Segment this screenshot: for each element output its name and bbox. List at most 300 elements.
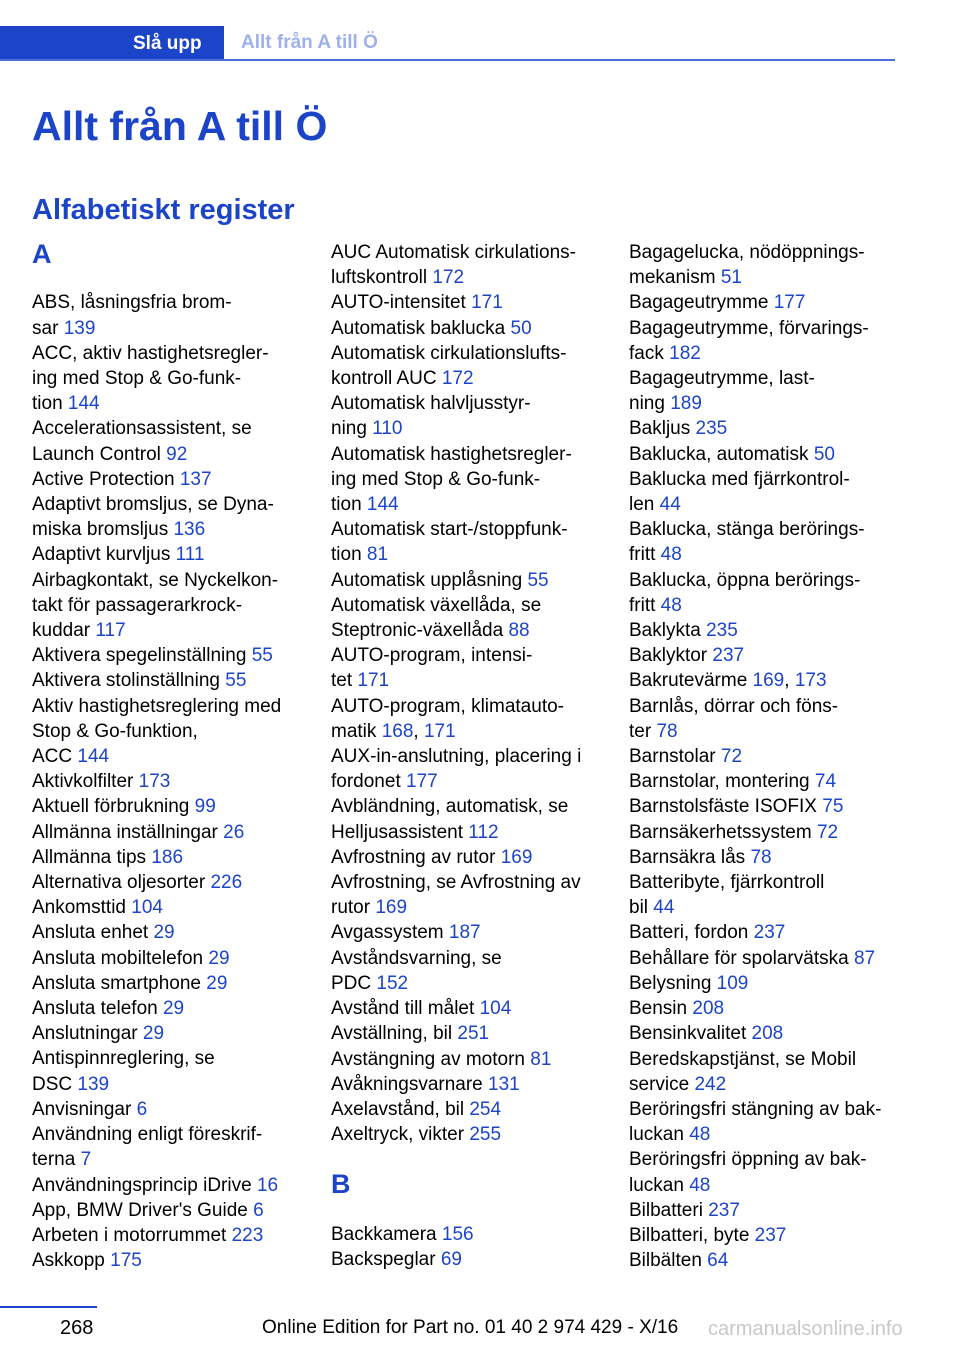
index-entry-text: Automatisk hastighetsregler- xyxy=(331,443,572,465)
index-entry xyxy=(629,442,899,467)
edition-text: Online Edition for Part no. 01 40 2 974 429 - X/16 xyxy=(262,1317,679,1338)
index-entry-text: Automatisk baklucka xyxy=(331,317,511,339)
index-entry-text: Baklucka, stänga berörings- xyxy=(629,519,865,541)
page-link[interactable]: 29 xyxy=(162,998,185,1020)
index-entry xyxy=(331,568,601,593)
page-link[interactable]: 173 xyxy=(794,670,827,692)
page-link[interactable]: 72 xyxy=(816,821,839,843)
index-entry-text: Aktiv hastighetsreglering med xyxy=(32,695,282,717)
index-entry xyxy=(331,1047,601,1072)
index-entry xyxy=(32,1223,302,1248)
page-link[interactable]: 50 xyxy=(813,443,835,465)
index-entry xyxy=(331,1021,601,1046)
index-entry-text: Automatisk start-/stoppfunk- xyxy=(331,519,568,541)
page-link[interactable]: 235 xyxy=(706,620,738,642)
page-link[interactable]: 48 xyxy=(660,594,682,616)
page-link[interactable]: 255 xyxy=(469,1124,502,1146)
index-entry-text: Ansluta mobiltelefon xyxy=(32,947,209,969)
index-entry-text: Avställning, bil xyxy=(331,1023,458,1045)
index-entry xyxy=(32,290,302,340)
page-link[interactable]: 29 xyxy=(142,1023,165,1045)
index-entry xyxy=(32,467,302,492)
index-entry xyxy=(629,240,899,290)
index-entry-text: bil xyxy=(629,897,654,919)
index-column-3 xyxy=(629,240,899,1273)
page-link[interactable]: 139 xyxy=(63,317,96,339)
index-entry-text: AUX-in-anslutning, placering i xyxy=(331,746,582,768)
page-link[interactable]: 237 xyxy=(708,1199,740,1221)
index-entry-text: Användningsprincip iDrive xyxy=(32,1174,257,1196)
tab-sla-upp[interactable]: Slå upp xyxy=(0,26,224,61)
index-entry xyxy=(629,290,899,315)
index-entry xyxy=(331,1097,601,1122)
index-entry-text: Beredskapstjänst, se Mobil xyxy=(629,1048,857,1070)
index-entry xyxy=(629,744,899,769)
page-link[interactable]: 237 xyxy=(753,922,786,944)
index-entry xyxy=(32,794,302,819)
index-entry-text: Bagageutrymme, förvarings- xyxy=(629,317,869,339)
index-entry-text: tet xyxy=(331,670,358,692)
index-entry xyxy=(32,492,302,542)
index-entry xyxy=(629,794,899,819)
index-entry-text: Automatisk upplåsning xyxy=(331,569,528,591)
index-entry-text: Airbagkontakt, se Nyckelkon- xyxy=(32,569,279,591)
page-link[interactable]: 55 xyxy=(225,670,247,692)
index-entry-text: Baklucka, öppna berörings- xyxy=(629,569,861,591)
index-entry-text: Askkopp xyxy=(32,1250,111,1272)
page-link[interactable]: 69 xyxy=(440,1248,462,1270)
index-column-2 xyxy=(331,240,601,1272)
index-entry-text: tion xyxy=(331,494,367,516)
index-entry-text: Allmänna inställningar xyxy=(32,821,224,843)
index-entry xyxy=(629,1047,899,1097)
index-entry-text: App, BMW Driver's Guide xyxy=(32,1199,254,1221)
index-entry-text: len xyxy=(629,494,660,516)
page-link[interactable]: 55 xyxy=(251,645,273,667)
watermark: carmanualsonline.info xyxy=(708,1318,903,1340)
index-entry-text: Automatisk halvljusstyr- xyxy=(331,393,531,415)
index-entry xyxy=(629,1097,899,1147)
page-link[interactable]: 16 xyxy=(256,1174,279,1196)
page-link[interactable]: 144 xyxy=(67,393,100,415)
index-entry-text: Barnsäkerhetssystem xyxy=(629,821,817,843)
index-entry xyxy=(32,1248,302,1273)
index-entry-text: Bensin xyxy=(629,998,693,1020)
index-entry-text: luckan xyxy=(629,1124,690,1146)
index-entry-text: Belysning xyxy=(629,972,717,994)
page-link[interactable]: 64 xyxy=(707,1250,729,1272)
index-entry xyxy=(629,845,899,870)
page-link[interactable]: 172 xyxy=(441,368,474,390)
index-entry xyxy=(629,643,899,668)
page-link[interactable]: 81 xyxy=(366,544,389,566)
index-entry xyxy=(32,996,302,1021)
index-entry-text: DSC xyxy=(32,1073,78,1095)
index-entry-text: Användning enligt föreskrif- xyxy=(32,1124,263,1146)
index-entry-text: Bakrutevärme xyxy=(629,670,753,692)
page-link[interactable]: 187 xyxy=(448,922,481,944)
index-entry xyxy=(32,416,302,466)
index-entry xyxy=(331,442,601,518)
index-entry xyxy=(32,920,302,945)
page-link[interactable]: 111 xyxy=(175,544,205,566)
page-link[interactable]: 110 xyxy=(372,418,403,440)
index-entry-text: sar xyxy=(32,317,64,339)
page-link[interactable]: 29 xyxy=(208,947,230,969)
index-entry xyxy=(629,694,899,744)
index-entry xyxy=(32,820,302,845)
page-link[interactable]: 88 xyxy=(508,620,530,642)
page-link[interactable]: 242 xyxy=(694,1073,727,1095)
index-entry xyxy=(331,341,601,391)
page-link[interactable]: 117 xyxy=(95,620,126,642)
index-entry xyxy=(629,467,899,517)
page-link[interactable]: 112 xyxy=(468,821,499,843)
page-link[interactable]: 104 xyxy=(131,897,163,919)
index-entry-text: Antispinnreglering, se xyxy=(32,1048,215,1070)
index-entry xyxy=(32,1046,302,1096)
page-link[interactable]: 186 xyxy=(151,846,184,868)
index-entry-text: ning xyxy=(629,393,671,415)
page-link[interactable]: 139 xyxy=(77,1073,110,1095)
index-entry xyxy=(32,643,302,668)
page-link[interactable]: 92 xyxy=(166,443,188,465)
index-entry-text: Batteribyte, fjärrkontroll xyxy=(629,872,825,894)
page-link[interactable]: 78 xyxy=(656,720,678,742)
index-entry-text: Aktuell förbrukning xyxy=(32,796,195,818)
index-entry-text: ter xyxy=(629,720,657,742)
index-entry xyxy=(629,1248,899,1273)
index-entry xyxy=(331,1247,601,1272)
index-entry-text: Behållare för spolarvätska xyxy=(629,947,854,969)
index-entry xyxy=(629,668,899,693)
page-link[interactable]: 137 xyxy=(179,468,212,490)
index-entry xyxy=(32,971,302,996)
index-entry xyxy=(331,643,601,693)
page-link[interactable]: 104 xyxy=(479,998,512,1020)
index-entry-text: Axelavstånd, bil xyxy=(331,1098,470,1120)
index-entry xyxy=(629,920,899,945)
index-entry-text: ACC xyxy=(32,746,78,768)
page-link[interactable]: 99 xyxy=(194,796,216,818)
page-link[interactable]: 251 xyxy=(457,1023,490,1045)
index-entry-text: luftskontroll xyxy=(331,267,433,289)
index-entry xyxy=(32,542,302,567)
page-link[interactable]: 7 xyxy=(80,1149,92,1171)
page-link[interactable]: 169 xyxy=(500,846,533,868)
page-link[interactable]: 172 xyxy=(432,267,465,289)
index-entry xyxy=(32,946,302,971)
index-entry xyxy=(331,391,601,441)
index-entry xyxy=(629,1147,899,1197)
index-entry xyxy=(331,1072,601,1097)
index-entry-text: Automatisk cirkulationslufts- xyxy=(331,342,567,364)
page-link[interactable]: 78 xyxy=(750,846,772,868)
page-link[interactable]: 72 xyxy=(720,746,743,768)
index-entry-text: ABS, låsningsfria brom- xyxy=(32,292,232,314)
index-entry-text: miska bromsljus xyxy=(32,519,174,541)
index-entry xyxy=(629,996,899,1021)
index-entry xyxy=(629,1198,899,1223)
page-link[interactable]: 50 xyxy=(510,317,532,339)
page-link[interactable]: 152 xyxy=(376,972,409,994)
page-link[interactable]: 254 xyxy=(469,1098,502,1120)
index-entry-text: Adaptivt kurvljus xyxy=(32,544,176,566)
index-entry xyxy=(32,895,302,920)
page-link[interactable]: 237 xyxy=(754,1224,787,1246)
index-entry xyxy=(629,946,899,971)
index-entry-text: Bagageutrymme xyxy=(629,292,774,314)
page-link[interactable]: 44 xyxy=(659,494,681,516)
index-entry-text: rutor xyxy=(331,897,376,919)
index-entry xyxy=(32,845,302,870)
index-entry-text: Active Protection xyxy=(32,468,180,490)
header-bar xyxy=(0,26,895,61)
index-entry-text: kontroll AUC xyxy=(331,368,442,390)
page-link[interactable]: 208 xyxy=(692,998,725,1020)
page-link[interactable]: 75 xyxy=(822,796,844,818)
index-entry-text: kuddar xyxy=(32,620,96,642)
index-entry-text: Baklucka med fjärrkontrol- xyxy=(629,468,850,490)
page-link[interactable]: 182 xyxy=(669,342,701,364)
index-entry xyxy=(629,568,899,618)
page-link[interactable]: 177 xyxy=(773,292,806,314)
index-entry-text: fritt xyxy=(629,594,661,616)
index-entry-text: luckan xyxy=(629,1174,690,1196)
index-entry-text: Stop & Go-funktion, xyxy=(32,720,198,742)
index-entry-text: Ansluta telefon xyxy=(32,998,163,1020)
page-link[interactable]: 48 xyxy=(689,1174,711,1196)
index-entry xyxy=(331,290,601,315)
index-entry-text: Bilbälten xyxy=(629,1250,708,1272)
index-entry xyxy=(331,1122,601,1147)
index-entry-text: Bagageutrymme, last- xyxy=(629,368,815,390)
index-entry xyxy=(32,769,302,794)
index-entry-text: Bakljus xyxy=(629,418,696,440)
index-entry xyxy=(331,946,601,996)
index-entry-text: AUTO-program, klimatauto- xyxy=(331,695,564,717)
index-entry-text: service xyxy=(629,1073,695,1095)
index-entry-text: fritt xyxy=(629,544,661,566)
index-entry xyxy=(331,920,601,945)
index-entry xyxy=(331,845,601,870)
index-entry-text: Avstängning av motorn xyxy=(331,1048,531,1070)
index-entry-text: fack xyxy=(629,342,670,364)
index-entry-text: Bilbatteri xyxy=(629,1199,709,1221)
index-entry-text: Avbländning, automatisk, se xyxy=(331,796,569,818)
index-entry-text: Baklykta xyxy=(629,620,707,642)
index-entry-text: ning xyxy=(331,418,373,440)
index-entry-text: Bilbatteri, byte xyxy=(629,1224,755,1246)
index-entry xyxy=(32,1097,302,1122)
page-link[interactable]: 48 xyxy=(660,544,682,566)
page-separator: , xyxy=(784,670,795,692)
page-link[interactable]: 171 xyxy=(423,720,456,742)
index-entry-text: Backspeglar xyxy=(331,1248,441,1270)
index-entry-text: takt för passagerarkrock- xyxy=(32,594,243,616)
index-entry-text: Avfrostning, se Avfrostning av xyxy=(331,872,581,894)
index-entry xyxy=(629,870,899,920)
page-link[interactable]: 171 xyxy=(471,292,503,314)
index-entry xyxy=(629,971,899,996)
index-entry-text: ACC, aktiv hastighetsregler- xyxy=(32,342,269,364)
index-entry xyxy=(629,820,899,845)
index-entry-text: Ansluta enhet xyxy=(32,922,154,944)
index-entry-text: fordonet xyxy=(331,771,406,793)
index-entry-text: Barnlås, dörrar och föns- xyxy=(629,695,839,717)
page-link[interactable]: 136 xyxy=(173,519,206,541)
index-entry-text: Aktivera spegelinställning xyxy=(32,645,252,667)
index-entry xyxy=(32,1173,302,1198)
index-entry xyxy=(32,1122,302,1172)
index-entry xyxy=(32,870,302,895)
index-letter-heading: B xyxy=(331,1169,351,1200)
index-entry-text: Baklyktor xyxy=(629,645,713,667)
index-entry xyxy=(331,593,601,643)
index-entry-text: Backkamera xyxy=(331,1223,442,1245)
page-link[interactable]: 177 xyxy=(406,771,438,793)
page-link[interactable]: 44 xyxy=(653,897,675,919)
page-link[interactable]: 55 xyxy=(527,569,549,591)
index-entry xyxy=(629,769,899,794)
page-link[interactable]: 171 xyxy=(357,670,390,692)
page-link[interactable]: 87 xyxy=(853,947,876,969)
index-entry-text: Beröringsfri stängning av bak- xyxy=(629,1098,882,1120)
page-link[interactable]: 26 xyxy=(223,821,245,843)
page-link[interactable]: 156 xyxy=(441,1223,474,1245)
index-entry xyxy=(629,416,899,441)
index-entry-text: terna xyxy=(32,1149,81,1171)
page-link[interactable]: 173 xyxy=(138,771,171,793)
header-divider xyxy=(0,59,895,61)
page-link[interactable]: 131 xyxy=(488,1073,520,1095)
index-entry xyxy=(331,996,601,1021)
index-entry xyxy=(331,517,601,567)
page-link[interactable]: 235 xyxy=(695,418,728,440)
index-entry-text: Barnstolar, montering xyxy=(629,771,815,793)
index-entry-text: Baklucka, automatisk xyxy=(629,443,814,465)
footer-divider xyxy=(0,1306,97,1308)
index-entry-text: Avåkningsvarnare xyxy=(331,1073,489,1095)
index-entry-text: Aktivera stolinställning xyxy=(32,670,226,692)
index-entry xyxy=(331,694,601,744)
page-link[interactable]: 168 xyxy=(381,720,414,742)
index-entry-text: tion xyxy=(331,544,367,566)
index-entry xyxy=(331,316,601,341)
page-link[interactable]: 81 xyxy=(530,1048,552,1070)
page-title: Allt från A till Ö xyxy=(32,103,328,149)
index-entry-text: Anvisningar xyxy=(32,1098,137,1120)
index-entry-text: Beröringsfri öppning av bak- xyxy=(629,1149,867,1171)
index-entry-text: Ansluta smartphone xyxy=(32,972,207,994)
page-link[interactable]: 169 xyxy=(375,897,408,919)
page-link[interactable]: 223 xyxy=(231,1224,264,1246)
page-link[interactable]: 51 xyxy=(720,267,742,289)
index-entry xyxy=(32,694,302,770)
index-entry-text: mekanism xyxy=(629,267,721,289)
index-entry xyxy=(331,870,601,920)
page-number: 268 xyxy=(60,1317,94,1339)
index-entry xyxy=(331,1222,601,1247)
index-entry xyxy=(32,668,302,693)
index-entry-text: Alternativa oljesorter xyxy=(32,872,211,894)
page-link[interactable]: 144 xyxy=(77,746,110,768)
index-entry-text: Allmänna tips xyxy=(32,846,152,868)
index-column-1 xyxy=(32,240,302,1273)
page-link[interactable]: 29 xyxy=(153,922,175,944)
index-entry xyxy=(629,517,899,567)
page-subtitle: Alfabetiskt register xyxy=(32,194,295,226)
index-entry-text: Ankomsttid xyxy=(32,897,132,919)
tab-allt-fran-a-till-o[interactable]: Allt från A till Ö xyxy=(241,32,378,53)
index-entry-text: AUTO-program, intensi- xyxy=(331,645,533,667)
page-link[interactable]: 109 xyxy=(716,972,749,994)
index-entry xyxy=(32,1021,302,1046)
index-entry-text: Aktivkolfilter xyxy=(32,771,139,793)
index-entry-text: Barnstolar xyxy=(629,746,721,768)
index-entry xyxy=(331,240,601,290)
page-link[interactable]: 226 xyxy=(210,872,243,894)
index-entry-text: ing med Stop & Go-funk- xyxy=(331,468,541,490)
index-entry-text: Helljusassistent xyxy=(331,821,469,843)
index-entry-text: Avståndsvarning, se xyxy=(331,947,502,969)
index-entry-text: Bensinkvalitet xyxy=(629,1023,752,1045)
index-letter-heading: A xyxy=(32,239,52,269)
index-entry-text: Anslutningar xyxy=(32,1023,143,1045)
index-entry-text: Avfrostning av rutor xyxy=(331,846,501,868)
index-entry xyxy=(629,1223,899,1248)
page-link[interactable]: 48 xyxy=(689,1124,711,1146)
index-entry-text: AUC Automatisk cirkulations- xyxy=(331,242,576,263)
index-entry xyxy=(32,341,302,417)
index-entry-text: AUTO-intensitet xyxy=(331,292,472,314)
index-entry xyxy=(629,1021,899,1046)
index-entry xyxy=(629,618,899,643)
page-link[interactable]: 29 xyxy=(206,972,228,994)
page-separator: , xyxy=(413,720,424,742)
page-link[interactable]: 175 xyxy=(110,1250,142,1272)
index-entry-text: Steptronic-växellåda xyxy=(331,620,509,642)
page-link[interactable]: 6 xyxy=(253,1199,264,1221)
page-link[interactable]: 237 xyxy=(712,645,745,667)
index-entry-text: Batteri, fordon xyxy=(629,922,754,944)
index-entry xyxy=(331,744,601,794)
page-link[interactable]: 208 xyxy=(751,1023,784,1045)
index-entry-text: Adaptivt bromsljus, se Dyna- xyxy=(32,494,274,516)
index-entry xyxy=(629,316,899,366)
index-entry-text: Bagagelucka, nödöppnings- xyxy=(629,242,865,263)
index-entry-text: Axeltryck, vikter xyxy=(331,1124,470,1146)
page-link[interactable]: 189 xyxy=(670,393,702,415)
index-entry-text: Launch Control xyxy=(32,443,167,465)
index-entry-text: tion xyxy=(32,393,68,415)
index-entry-text: Avgassystem xyxy=(331,922,449,944)
index-entry xyxy=(331,794,601,844)
index-entry-text: Arbeten i motorrummet xyxy=(32,1224,232,1246)
index-entry-text: Avstånd till målet xyxy=(331,998,480,1020)
index-entry-text: Barnstolsfäste ISOFIX xyxy=(629,796,823,818)
index-entry xyxy=(32,568,302,644)
index-entry-text: Automatisk växellåda, se xyxy=(331,594,542,616)
page-link[interactable]: 144 xyxy=(366,494,399,516)
index-entry-text: Barnsäkra lås xyxy=(629,846,751,868)
index-entry xyxy=(629,366,899,416)
page-link[interactable]: 74 xyxy=(814,771,837,793)
page-link[interactable]: 169 xyxy=(752,670,785,692)
index-entry-text: Accelerationsassistent, se xyxy=(32,418,252,440)
page-link[interactable]: 6 xyxy=(136,1098,148,1120)
index-entry xyxy=(32,1198,302,1223)
